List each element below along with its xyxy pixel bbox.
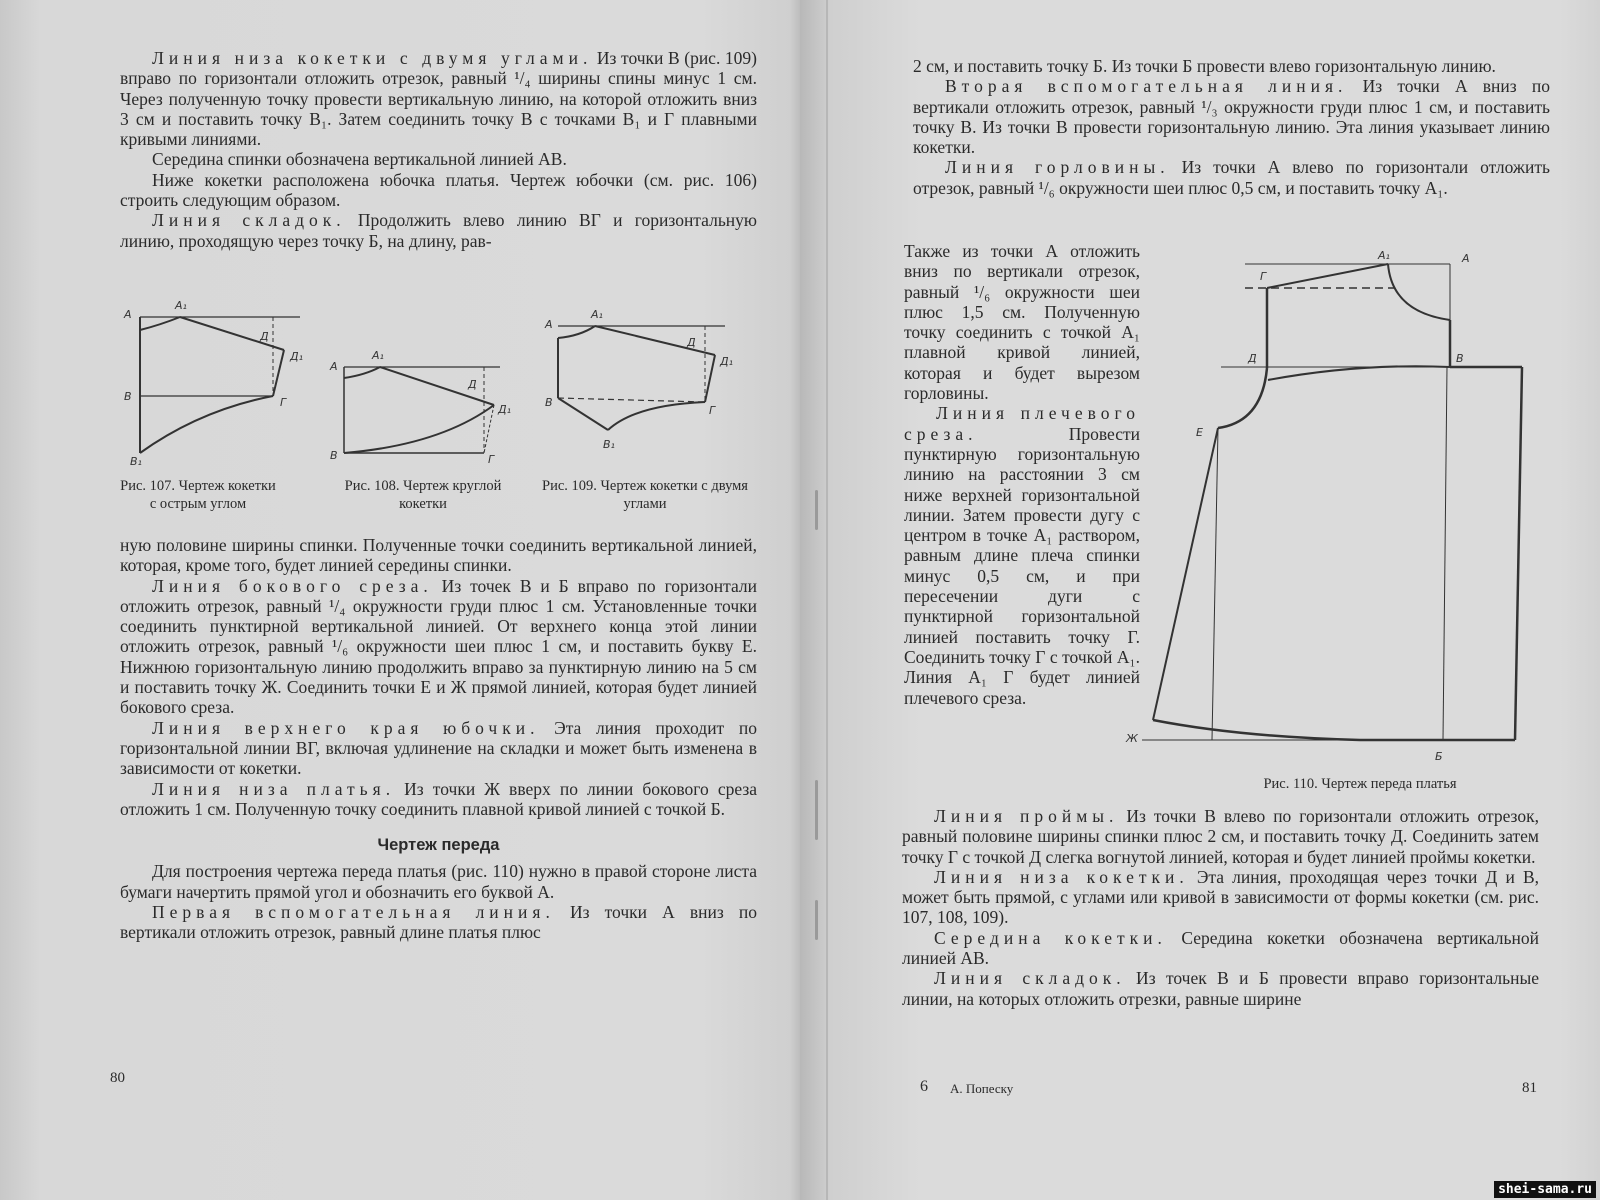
figure-110-drawing xyxy=(1126,249,1550,770)
paragraph-text: Середина спинки обозначена вертикальной линией АВ. xyxy=(152,149,567,170)
label: Д xyxy=(1248,352,1257,365)
figure-107 xyxy=(120,299,320,468)
figure-107-drawing xyxy=(120,299,320,468)
label: В xyxy=(545,396,553,409)
paragraph xyxy=(120,779,757,820)
figure-110-caption: Рис. 110. Чертеж переда платья xyxy=(1263,776,1457,792)
paragraph-lead: Линия низа кокетки. xyxy=(934,866,1189,887)
paragraph-lead: Линия низа платья. xyxy=(152,778,396,799)
right-top-text xyxy=(913,56,1550,198)
paragraph-lead: Первая вспомогательная линия. xyxy=(152,902,555,923)
line-v-g xyxy=(558,398,705,402)
paragraph-lead: Середина кокетки. xyxy=(934,927,1167,948)
paragraph-lead: Линия плечевого среза. xyxy=(904,403,1140,444)
label: Е xyxy=(1196,426,1203,439)
paragraph xyxy=(120,535,757,576)
paragraph xyxy=(120,861,757,902)
paragraph xyxy=(120,170,757,211)
label: Д xyxy=(260,330,269,343)
figure-109 xyxy=(545,310,745,475)
yoke-bottom-left xyxy=(558,398,608,430)
paragraph-text: Из точки А влево по горизонтали отложить отрезок, равный ¹/₆ окружности шеи плюс 0,5 см, и поставить точку А₁. xyxy=(913,157,1551,198)
paragraph-text: Из точек В и Б провести вправо горизонтальные линии, на которых отложить отрезки, равные ширине xyxy=(902,968,1539,1009)
paragraph-text: Из точки А вниз по вертикали отложить отрезок, равный длине платья плюс xyxy=(120,902,757,943)
paragraph xyxy=(120,149,757,169)
left-top-text xyxy=(120,48,757,251)
figure-109-drawing xyxy=(545,310,745,470)
yoke-bottom xyxy=(344,405,494,453)
armhole-lower xyxy=(1218,368,1267,428)
paragraph-lead: Линия низа кокетки с двумя углами. xyxy=(152,48,593,68)
shoulder-line xyxy=(1267,264,1388,288)
paragraph xyxy=(902,867,1539,928)
binding-stitch xyxy=(815,900,818,940)
paragraph-lead: Линия бокового среза. xyxy=(152,575,433,596)
right-narrow-text xyxy=(904,241,1140,708)
paragraph-lead: Линия верхнего края юбочки. xyxy=(152,717,540,738)
label: Д xyxy=(468,378,477,391)
hem-line xyxy=(1153,720,1515,740)
paragraph xyxy=(913,56,1550,76)
paragraph xyxy=(913,157,1550,198)
paragraph xyxy=(902,968,1539,1009)
label: В xyxy=(1456,352,1464,365)
paragraph-lead: Линия складок. xyxy=(934,968,1126,989)
label: А₁ xyxy=(1378,249,1390,262)
shoulder-line xyxy=(595,326,715,355)
page-number-right: 81 xyxy=(1522,1080,1537,1096)
label: Г xyxy=(1260,270,1267,283)
dashed-side-line xyxy=(1212,428,1218,740)
paragraph-text: Эта линия проходит по горизонтальной линии ВГ, включая удлинение на складки и может быть изменена в зависимости от кокетки. xyxy=(120,717,757,779)
paragraph-lead: Линия складок. xyxy=(152,210,346,231)
label: Д₁ xyxy=(290,350,304,363)
paragraph xyxy=(902,928,1539,969)
figure-110 xyxy=(1126,249,1550,775)
signature-number: 6 xyxy=(920,1078,928,1095)
paragraph xyxy=(902,806,1539,867)
paragraph-text: ную половине ширины спинки. Полученные точки соединить вертикальной линией, которая, кроме того, будет линией середины спинки. xyxy=(120,535,757,576)
label: А₁ xyxy=(372,349,384,362)
shoulder-line xyxy=(380,367,494,405)
figure-108-drawing xyxy=(330,345,512,466)
paragraph-text: Провести пунктирную горизонтальную линию на расстоянии 3 см ниже верхней горизонтальной линии. Затем провести дугу с центром в точке А₁ раствором, равным длине плеча спинки минус 0,5 см, и при пересечении дуги с пунктирной горизонтальной линией поставить точку Г. Соединить точку Г с точкой А₁. Линия А₁ Г будет линией плечевого среза. xyxy=(904,423,1140,708)
section-heading: Чертеж переда xyxy=(377,836,500,855)
label: А xyxy=(545,318,553,331)
label: А xyxy=(330,360,338,373)
label: В₁ xyxy=(603,438,615,451)
paragraph-text: Эта линия, проходящая через точки Д и В, может быть прямой, с углами или кривой в зависимости от формы кокетки (см. рис. 107, 108, 109). xyxy=(902,866,1539,928)
armhole-line xyxy=(705,355,715,402)
paragraph xyxy=(913,76,1550,157)
label: Б xyxy=(1435,750,1443,763)
paragraph-text: Для построения чертежа переда платья (рис. 110) нужно в правой стороне листа бумаги начертить прямой угол и обозначить его буквой А. xyxy=(120,861,757,902)
paragraph-lead: Линия проймы. xyxy=(934,806,1119,826)
label: А xyxy=(124,308,132,321)
paragraph-text: Из точки В (рис. 109) вправо по горизонтали отложить отрезок, равный ¹/₄ ширины спины минус 1 см. Через полученную точку провести вертикальную линию, на которой отложить вниз 3 см и поставить точку В₁. Затем соединить точку В с точками В₁ и Г плавными кривыми линиями. xyxy=(120,48,757,150)
page-number-left: 80 xyxy=(110,1070,125,1086)
paragraph xyxy=(120,902,757,943)
label: Г xyxy=(709,404,716,417)
binding-stitch xyxy=(815,490,818,530)
paragraph-text: Также из точки А отложить вниз по вертикали отрезок, равный ¹/₆ окружности шеи плюс 1,5 см. Полученную точку соединить с точкой А₁ плавной кривой линией, которая и будет вырезом горловины. xyxy=(904,241,1140,404)
paragraph-text: Из точки В влево по горизонтали отложить отрезок, равный половине ширины спинки плюс 2 см, и поставить точку Д. Соединить затем точку Г с точкой Д слегка вогнутой линией, которая и будет линией проймы кокетки. xyxy=(902,806,1539,867)
paragraph xyxy=(120,210,757,251)
label: Д₁ xyxy=(720,355,734,368)
paragraph-text: Из точек В и Б вправо по горизонтали отложить отрезок, равный ¹/₄ окружности груди плюс 1 см. Установленные точки соединить пунктирной вертикальной линией. От верхнего конца этой линии отложить отрезок, равный ¹/₆ окружности шеи плюс 1 см, и поставить букву Е. Нижнюю горизонтальную линию продолжить вправо за пунктирную линию на 5 см и поставить точку Ж. Соединить точки Е и Ж прямой линией, которая будет линией бокового среза. xyxy=(120,575,757,718)
paragraph-lead: Линия горловины. xyxy=(945,157,1170,178)
paragraph-text: 2 см, и поставить точку Б. Из точки Б провести влево горизонтальную линию. xyxy=(913,56,1496,76)
armhole-line xyxy=(273,350,284,396)
label: Д xyxy=(687,336,696,349)
figure-108-caption: Рис. 108. Чертеж круглой кокетки xyxy=(344,478,502,512)
side-seam xyxy=(1153,428,1218,720)
label: Г xyxy=(280,396,287,409)
paragraph-text: Ниже кокетки расположена юбочка платья. Чертеж юбочки (см. рис. 106) строить следующим образом. xyxy=(120,169,757,211)
paragraph-text: Середина кокетки обозначена вертикальной линией АВ. xyxy=(902,927,1539,969)
label: В₁ xyxy=(130,455,142,468)
label: А₁ xyxy=(591,308,603,321)
figure-109-caption: Рис. 109. Чертеж кокетки с двумя углами xyxy=(542,478,748,512)
paragraph xyxy=(904,403,1140,707)
yoke-bottom-right xyxy=(608,402,705,430)
author-signature: А. Попеску xyxy=(950,1081,1014,1096)
label: А₁ xyxy=(175,299,187,312)
armhole-line xyxy=(484,405,494,453)
label: В xyxy=(330,449,338,462)
label: Г xyxy=(488,453,495,466)
yoke-bottom xyxy=(140,396,273,453)
neckline xyxy=(1388,264,1450,320)
paragraph xyxy=(120,48,757,149)
neckline xyxy=(558,326,595,338)
paragraph xyxy=(904,241,1140,403)
paragraph-text: Из точки А вниз по вертикали отложить отрезок, равный ¹/₃ окружности груди плюс 1 см, и поставить точку В. Из точки В провести горизонтальную линию. Эта линия указывает линию кокетки. xyxy=(913,76,1551,158)
paragraph xyxy=(120,718,757,779)
neckline xyxy=(140,317,180,330)
figure-107-caption: Рис. 107. Чертеж кокетки с острым углом xyxy=(120,478,276,512)
paragraph-lead: Вторая вспомогательная линия. xyxy=(945,76,1348,97)
label: В xyxy=(124,390,132,403)
left-bottom-text xyxy=(120,535,757,943)
paragraph-text: Из точки Ж вверх по линии бокового среза отложить 1 см. Полученную точку соединить плавной кривой линией с точкой Б. xyxy=(120,778,757,819)
pleat-line xyxy=(1515,367,1522,740)
book-spine xyxy=(826,0,828,1200)
paragraph-text: Продолжить влево линию ВГ и горизонтальную линию, проходящую через точку Б, на длину, рав- xyxy=(120,210,757,251)
label: А xyxy=(1462,252,1470,265)
binding-stitch xyxy=(815,780,818,840)
label: Д₁ xyxy=(498,403,512,416)
line-v-b xyxy=(1443,367,1447,740)
paragraph xyxy=(120,576,757,718)
neckline xyxy=(344,367,380,378)
label: Ж xyxy=(1126,732,1138,745)
watermark: shei-sama.ru xyxy=(1494,1181,1596,1198)
yoke-bottom xyxy=(1268,366,1450,380)
right-bottom-text xyxy=(902,806,1539,1009)
figure-108 xyxy=(330,345,512,466)
